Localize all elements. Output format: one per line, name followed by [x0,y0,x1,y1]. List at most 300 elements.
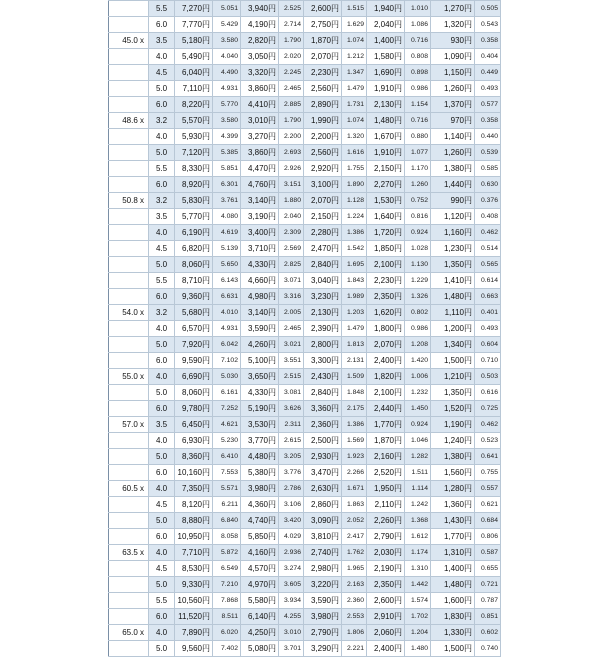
thickness-cell: 5.0 [149,81,175,97]
weight-5-cell: 0.663 [475,289,501,305]
weight-1-cell: 7.252 [213,401,241,417]
weight-2-cell: 2.693 [279,145,304,161]
thickness-cell: 6.0 [149,289,175,305]
table-row [109,193,501,209]
weight-2-cell: 2.465 [279,321,304,337]
price-cut-5-cell: 1,140円 [431,129,475,145]
price-cut-2-cell: 4,470円 [241,161,279,177]
weight-1-cell: 5.030 [213,369,241,385]
weight-5-cell: 0.404 [475,49,501,65]
table-row [109,433,501,449]
price-cut-5-cell: 1,430円 [431,513,475,529]
price-cut-2-cell: 3,140円 [241,193,279,209]
weight-4-cell: 0.816 [405,209,431,225]
price-cut-1-cell: 7,120円 [175,145,213,161]
weight-4-cell: 1.010 [405,1,431,17]
price-cut-4-cell: 1,800円 [367,321,405,337]
price-cut-1-cell: 7,710円 [175,545,213,561]
table-row [109,113,501,129]
price-cut-3-cell: 2,840円 [304,385,342,401]
weight-3-cell: 1.347 [342,65,367,81]
weight-3-cell: 1.074 [342,113,367,129]
price-cut-3-cell: 2,430円 [304,369,342,385]
price-cut-3-cell: 2,860円 [304,497,342,513]
price-cut-4-cell: 2,190円 [367,561,405,577]
price-cut-2-cell: 4,660円 [241,273,279,289]
price-cut-2-cell: 4,760円 [241,177,279,193]
weight-5-cell: 0.523 [475,433,501,449]
weight-1-cell: 5.571 [213,481,241,497]
price-cut-3-cell: 2,600円 [304,1,342,17]
weight-1-cell: 5.230 [213,433,241,449]
weight-4-cell: 1.174 [405,545,431,561]
weight-1-cell: 4.490 [213,65,241,81]
weight-4-cell: 1.450 [405,401,431,417]
price-cut-2-cell: 5,080円 [241,641,279,657]
size-label: 57.0 x [109,417,149,433]
weight-1-cell: 5.872 [213,545,241,561]
table-row [109,417,501,433]
price-cut-1-cell: 5,570円 [175,113,213,129]
price-cut-4-cell: 1,820円 [367,369,405,385]
weight-2-cell: 3.021 [279,337,304,353]
price-cut-4-cell: 1,620円 [367,305,405,321]
thickness-cell: 5.0 [149,577,175,593]
weight-3-cell: 2.360 [342,593,367,609]
weight-4-cell: 1.480 [405,641,431,657]
size-label [109,129,149,145]
weight-4-cell: 1.170 [405,161,431,177]
weight-1-cell: 5.385 [213,145,241,161]
weight-3-cell: 1.203 [342,305,367,321]
weight-1-cell: 7.102 [213,353,241,369]
table-row [109,209,501,225]
thickness-cell: 4.0 [149,225,175,241]
price-cut-4-cell: 2,030円 [367,545,405,561]
weight-1-cell: 6.020 [213,625,241,641]
thickness-cell: 3.2 [149,193,175,209]
price-cut-4-cell: 1,770円 [367,417,405,433]
price-cut-5-cell: 990円 [431,193,475,209]
weight-4-cell: 0.898 [405,65,431,81]
size-label [109,353,149,369]
size-label [109,577,149,593]
price-cut-4-cell: 2,100円 [367,385,405,401]
price-cut-5-cell: 1,110円 [431,305,475,321]
size-label [109,561,149,577]
weight-1-cell: 4.040 [213,49,241,65]
price-cut-5-cell: 1,280円 [431,481,475,497]
size-label: 45.0 x [109,33,149,49]
weight-3-cell: 1.848 [342,385,367,401]
price-cut-1-cell: 7,110円 [175,81,213,97]
price-cut-2-cell: 3,980円 [241,481,279,497]
thickness-cell: 4.0 [149,545,175,561]
price-cut-3-cell: 2,630円 [304,481,342,497]
table-row [109,449,501,465]
size-label [109,225,149,241]
thickness-cell: 4.0 [149,49,175,65]
table-row [109,81,501,97]
price-cut-3-cell: 2,130円 [304,305,342,321]
weight-5-cell: 0.401 [475,305,501,321]
price-cut-3-cell: 2,150円 [304,209,342,225]
price-cut-5-cell: 1,350円 [431,385,475,401]
thickness-cell: 5.5 [149,161,175,177]
size-label [109,321,149,337]
weight-3-cell: 1.806 [342,625,367,641]
weight-4-cell: 0.802 [405,305,431,321]
thickness-cell: 4.0 [149,433,175,449]
weight-2-cell: 3.071 [279,273,304,289]
weight-5-cell: 0.585 [475,161,501,177]
weight-2-cell: 2.465 [279,81,304,97]
size-label [109,497,149,513]
weight-3-cell: 1.386 [342,225,367,241]
price-cut-3-cell: 2,070円 [304,49,342,65]
thickness-cell: 6.0 [149,529,175,545]
price-cut-3-cell: 2,470円 [304,241,342,257]
price-cut-4-cell: 2,790円 [367,529,405,545]
weight-2-cell: 2.714 [279,17,304,33]
weight-5-cell: 0.462 [475,417,501,433]
weight-3-cell: 1.762 [342,545,367,561]
weight-2-cell: 3.106 [279,497,304,513]
weight-1-cell: 8.511 [213,609,241,625]
weight-2-cell: 2.040 [279,209,304,225]
size-label [109,449,149,465]
price-cut-3-cell: 2,070円 [304,193,342,209]
weight-3-cell: 1.479 [342,81,367,97]
weight-1-cell: 7.210 [213,577,241,593]
price-cut-3-cell: 3,230円 [304,289,342,305]
price-cut-5-cell: 1,440円 [431,177,475,193]
weight-5-cell: 0.721 [475,577,501,593]
price-cut-4-cell: 2,150円 [367,161,405,177]
price-cut-2-cell: 4,480円 [241,449,279,465]
thickness-cell: 4.5 [149,497,175,513]
price-cut-3-cell: 3,810円 [304,529,342,545]
price-cut-1-cell: 7,890円 [175,625,213,641]
weight-2-cell: 3.701 [279,641,304,657]
weight-2-cell: 4.255 [279,609,304,625]
price-cut-5-cell: 1,380円 [431,449,475,465]
price-table-sheet [108,0,500,653]
weight-2-cell: 2.786 [279,481,304,497]
price-cut-2-cell: 3,400円 [241,225,279,241]
price-cut-1-cell: 7,920円 [175,337,213,353]
size-label [109,1,149,17]
price-cut-5-cell: 1,270円 [431,1,475,17]
thickness-cell: 3.5 [149,209,175,225]
price-cut-2-cell: 4,740円 [241,513,279,529]
weight-1-cell: 4.399 [213,129,241,145]
table-row [109,273,501,289]
price-cut-3-cell: 3,590円 [304,593,342,609]
weight-2-cell: 4.029 [279,529,304,545]
price-cut-5-cell: 1,480円 [431,289,475,305]
size-label [109,145,149,161]
price-cut-3-cell: 2,920円 [304,161,342,177]
price-cut-2-cell: 3,770円 [241,433,279,449]
table-row [109,289,501,305]
table-row [109,353,501,369]
thickness-cell: 5.5 [149,273,175,289]
weight-5-cell: 0.408 [475,209,501,225]
price-cut-1-cell: 5,180円 [175,33,213,49]
weight-4-cell: 1.028 [405,241,431,257]
table-row [109,609,501,625]
weight-4-cell: 1.154 [405,97,431,113]
price-cut-1-cell: 10,560円 [175,593,213,609]
size-label [109,641,149,657]
weight-5-cell: 0.462 [475,225,501,241]
thickness-cell: 5.0 [149,641,175,657]
weight-3-cell: 1.755 [342,161,367,177]
size-label [109,385,149,401]
size-label: 55.0 x [109,369,149,385]
weight-3-cell: 1.813 [342,337,367,353]
size-label: 63.5 x [109,545,149,561]
table-row [109,641,501,657]
price-cut-5-cell: 1,380円 [431,161,475,177]
size-label [109,161,149,177]
weight-3-cell: 1.128 [342,193,367,209]
weight-5-cell: 0.806 [475,529,501,545]
size-label: 50.8 x [109,193,149,209]
thickness-cell: 6.0 [149,353,175,369]
weight-2-cell: 3.551 [279,353,304,369]
weight-1-cell: 4.621 [213,417,241,433]
weight-4-cell: 1.046 [405,433,431,449]
table-row [109,33,501,49]
table-row [109,129,501,145]
weight-4-cell: 0.924 [405,417,431,433]
weight-3-cell: 1.386 [342,417,367,433]
price-cut-5-cell: 1,520円 [431,401,475,417]
size-label [109,17,149,33]
price-cut-5-cell: 1,310円 [431,545,475,561]
price-cut-5-cell: 1,230円 [431,241,475,257]
weight-1-cell: 7.553 [213,465,241,481]
weight-5-cell: 0.616 [475,385,501,401]
weight-5-cell: 0.602 [475,625,501,641]
price-cut-1-cell: 6,190円 [175,225,213,241]
weight-4-cell: 0.986 [405,321,431,337]
weight-1-cell: 3.761 [213,193,241,209]
price-cut-5-cell: 1,600円 [431,593,475,609]
price-cut-5-cell: 1,410円 [431,273,475,289]
size-label [109,49,149,65]
table-row [109,545,501,561]
price-cut-3-cell: 2,200円 [304,129,342,145]
size-label [109,529,149,545]
weight-5-cell: 0.587 [475,545,501,561]
price-cut-2-cell: 3,860円 [241,81,279,97]
weight-3-cell: 1.923 [342,449,367,465]
weight-1-cell: 5.429 [213,17,241,33]
weight-3-cell: 1.224 [342,209,367,225]
price-cut-5-cell: 1,320円 [431,17,475,33]
weight-4-cell: 0.986 [405,81,431,97]
thickness-cell: 4.5 [149,561,175,577]
size-label [109,241,149,257]
price-cut-1-cell: 8,530円 [175,561,213,577]
weight-1-cell: 4.931 [213,321,241,337]
weight-3-cell: 1.509 [342,369,367,385]
price-cut-2-cell: 4,360円 [241,497,279,513]
weight-3-cell: 1.074 [342,33,367,49]
weight-3-cell: 1.890 [342,177,367,193]
size-label [109,593,149,609]
price-cut-5-cell: 1,160円 [431,225,475,241]
weight-5-cell: 0.577 [475,97,501,113]
price-cut-4-cell: 1,670円 [367,129,405,145]
price-cut-1-cell: 8,120円 [175,497,213,513]
price-cut-4-cell: 1,910円 [367,145,405,161]
thickness-cell: 4.0 [149,369,175,385]
price-cut-3-cell: 3,290円 [304,641,342,657]
thickness-cell: 5.0 [149,385,175,401]
price-cut-3-cell: 3,100円 [304,177,342,193]
price-cut-1-cell: 8,880円 [175,513,213,529]
weight-2-cell: 2.569 [279,241,304,257]
thickness-cell: 5.5 [149,1,175,17]
thickness-cell: 3.5 [149,417,175,433]
price-cut-2-cell: 5,580円 [241,593,279,609]
price-cut-1-cell: 9,560円 [175,641,213,657]
weight-4-cell: 0.808 [405,49,431,65]
weight-1-cell: 6.840 [213,513,241,529]
weight-4-cell: 1.326 [405,289,431,305]
table-row [109,369,501,385]
price-cut-5-cell: 1,370円 [431,97,475,113]
price-cut-1-cell: 5,490円 [175,49,213,65]
weight-5-cell: 0.440 [475,129,501,145]
price-cut-4-cell: 1,580円 [367,49,405,65]
price-cut-1-cell: 10,160円 [175,465,213,481]
table-row [109,401,501,417]
weight-5-cell: 0.493 [475,81,501,97]
price-cut-1-cell: 8,060円 [175,385,213,401]
price-cut-2-cell: 3,320円 [241,65,279,81]
price-cut-4-cell: 1,850円 [367,241,405,257]
thickness-cell: 4.5 [149,65,175,81]
price-cut-5-cell: 1,500円 [431,353,475,369]
weight-5-cell: 0.630 [475,177,501,193]
weight-1-cell: 8.058 [213,529,241,545]
weight-5-cell: 0.543 [475,17,501,33]
price-cut-4-cell: 2,270円 [367,177,405,193]
price-cut-4-cell: 2,440円 [367,401,405,417]
weight-5-cell: 0.505 [475,1,501,17]
price-cut-2-cell: 4,160円 [241,545,279,561]
weight-1-cell: 7.868 [213,593,241,609]
table-row [109,1,501,17]
weight-2-cell: 1.790 [279,113,304,129]
size-label [109,81,149,97]
price-cut-5-cell: 1,120円 [431,209,475,225]
price-cut-2-cell: 3,710円 [241,241,279,257]
price-cut-4-cell: 1,720円 [367,225,405,241]
price-cut-3-cell: 2,560円 [304,145,342,161]
price-cut-2-cell: 3,590円 [241,321,279,337]
table-row [109,161,501,177]
price-cut-1-cell: 7,350円 [175,481,213,497]
size-label: 48.6 x [109,113,149,129]
price-cut-4-cell: 1,530円 [367,193,405,209]
weight-3-cell: 1.695 [342,257,367,273]
weight-1-cell: 4.931 [213,81,241,97]
price-cut-2-cell: 4,330円 [241,257,279,273]
weight-4-cell: 1.130 [405,257,431,273]
weight-1-cell: 5.770 [213,97,241,113]
weight-4-cell: 1.077 [405,145,431,161]
price-cut-1-cell: 9,330円 [175,577,213,593]
weight-3-cell: 1.863 [342,497,367,513]
price-cut-4-cell: 2,350円 [367,289,405,305]
price-cut-5-cell: 1,150円 [431,65,475,81]
price-cut-2-cell: 4,980円 [241,289,279,305]
price-cut-2-cell: 3,190円 [241,209,279,225]
weight-2-cell: 3.934 [279,593,304,609]
price-cut-1-cell: 9,780円 [175,401,213,417]
size-label: 60.5 x [109,481,149,497]
weight-4-cell: 0.924 [405,225,431,241]
price-cut-1-cell: 6,570円 [175,321,213,337]
table-row [109,497,501,513]
price-cut-1-cell: 11,520円 [175,609,213,625]
weight-4-cell: 0.880 [405,129,431,145]
thickness-cell: 6.0 [149,97,175,113]
price-cut-1-cell: 6,450円 [175,417,213,433]
table-row [109,17,501,33]
price-cut-2-cell: 6,140円 [241,609,279,625]
weight-1-cell: 5.650 [213,257,241,273]
weight-4-cell: 1.242 [405,497,431,513]
weight-3-cell: 1.515 [342,1,367,17]
weight-2-cell: 3.420 [279,513,304,529]
table-row [109,625,501,641]
price-cut-1-cell: 6,820円 [175,241,213,257]
price-cut-3-cell: 3,220円 [304,577,342,593]
price-cut-3-cell: 2,930円 [304,449,342,465]
price-cut-4-cell: 1,950円 [367,481,405,497]
weight-1-cell: 4.619 [213,225,241,241]
weight-1-cell: 3.580 [213,113,241,129]
weight-3-cell: 1.320 [342,129,367,145]
weight-4-cell: 1.310 [405,561,431,577]
weight-2-cell: 2.309 [279,225,304,241]
weight-1-cell: 6.301 [213,177,241,193]
thickness-cell: 6.0 [149,609,175,625]
weight-3-cell: 2.266 [342,465,367,481]
price-cut-3-cell: 2,890円 [304,97,342,113]
size-label [109,289,149,305]
table-row [109,561,501,577]
weight-1-cell: 6.143 [213,273,241,289]
thickness-cell: 6.0 [149,17,175,33]
weight-2-cell: 2.525 [279,1,304,17]
weight-3-cell: 2.175 [342,401,367,417]
weight-3-cell: 1.731 [342,97,367,113]
weight-1-cell: 6.410 [213,449,241,465]
weight-5-cell: 0.604 [475,337,501,353]
weight-2-cell: 2.020 [279,49,304,65]
weight-2-cell: 3.205 [279,449,304,465]
price-cut-1-cell: 8,060円 [175,257,213,273]
price-cut-4-cell: 2,100円 [367,257,405,273]
